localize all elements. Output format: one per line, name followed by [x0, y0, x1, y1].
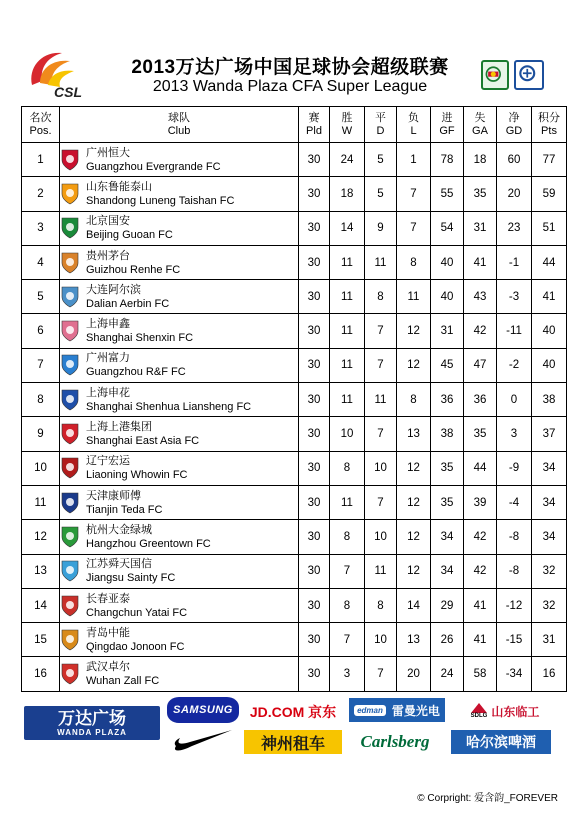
- club-cell: [60, 314, 299, 348]
- position-cell: 10: [22, 451, 60, 485]
- club-name-en: Guizhou Renhe FC: [86, 263, 181, 276]
- ga-cell: 42: [464, 554, 497, 588]
- ga-cell: 41: [464, 623, 497, 657]
- club-name-en: Wuhan Zall FC: [86, 675, 160, 688]
- l-cell: 13: [397, 417, 431, 451]
- l-cell: 20: [397, 657, 431, 691]
- w-cell: 11: [330, 280, 365, 314]
- club-name-cn: 上海申花: [86, 386, 130, 399]
- gd-cell: -3: [497, 280, 532, 314]
- pld-cell: 30: [299, 348, 330, 382]
- pts-cell: 51: [532, 211, 567, 245]
- pts-cell: 38: [532, 383, 567, 417]
- w-cell: 11: [330, 348, 365, 382]
- club-name-en: Dalian Aerbin FC: [86, 297, 170, 310]
- gd-cell: -1: [497, 245, 532, 279]
- club-cell: [60, 554, 299, 588]
- club-cell: [60, 485, 299, 519]
- club-crest-icon: [60, 319, 80, 343]
- pts-cell: 37: [532, 417, 567, 451]
- d-cell: 7: [365, 417, 397, 451]
- d-cell: 11: [365, 245, 397, 279]
- gd-cell: -4: [497, 485, 532, 519]
- cfa-emblem-icon: [481, 60, 509, 90]
- pld-cell: 30: [299, 383, 330, 417]
- pld-cell: 30: [299, 485, 330, 519]
- gd-cell: 0: [497, 383, 532, 417]
- gf-cell: 34: [431, 520, 464, 554]
- sdlg-logo: SDLG 山东临工: [470, 704, 540, 719]
- w-cell: 7: [330, 623, 365, 657]
- gd-cell: -15: [497, 623, 532, 657]
- sdlg-triangle-icon: [471, 703, 487, 713]
- table-header-row: [22, 107, 567, 143]
- club-cell: [60, 143, 299, 177]
- gf-cell: 38: [431, 417, 464, 451]
- position-cell: 3: [22, 211, 60, 245]
- club-name-en: Tianjin Teda FC: [86, 503, 163, 516]
- gd-cell: 3: [497, 417, 532, 451]
- d-cell: 10: [365, 520, 397, 554]
- col-header-d: 平 D: [365, 107, 397, 143]
- edman-logo: edman 雷曼光电: [349, 698, 445, 722]
- club-name-cn: 大连阿尔滨: [86, 283, 141, 296]
- jd-com-logo: JD.COM 京东: [249, 704, 337, 720]
- l-cell: 7: [397, 211, 431, 245]
- position-cell: 11: [22, 485, 60, 519]
- ga-cell: 18: [464, 143, 497, 177]
- club-crest-icon: [60, 182, 80, 206]
- club-name-en: Hangzhou Greentown FC: [86, 537, 211, 550]
- position-cell: 12: [22, 520, 60, 554]
- table-row: [22, 657, 567, 691]
- club-name-cn: 长春亚泰: [86, 592, 130, 605]
- club-name-cn: 江苏舜天国信: [86, 558, 152, 571]
- col-header-club: 球队 Club: [60, 107, 299, 143]
- pld-cell: 30: [299, 623, 330, 657]
- club-crest-icon: [60, 353, 80, 377]
- w-cell: 8: [330, 520, 365, 554]
- table-row: [22, 143, 567, 177]
- table-row: [22, 314, 567, 348]
- club-cell: [60, 348, 299, 382]
- pts-cell: 77: [532, 143, 567, 177]
- table-row: [22, 554, 567, 588]
- club-name-cn: 北京国安: [86, 215, 130, 228]
- table-row: [22, 245, 567, 279]
- gd-cell: -9: [497, 451, 532, 485]
- page-header: [0, 0, 580, 106]
- l-cell: 12: [397, 348, 431, 382]
- l-cell: 13: [397, 623, 431, 657]
- club-name-cn: 杭州大金绿城: [86, 523, 152, 536]
- table-row: [22, 348, 567, 382]
- club-name-cn: 辽宁宏运: [86, 455, 130, 468]
- gd-cell: -12: [497, 588, 532, 622]
- position-cell: 16: [22, 657, 60, 691]
- club-name-en: Shanghai Shenxin FC: [86, 332, 194, 345]
- club-cell: [60, 623, 299, 657]
- gf-cell: 29: [431, 588, 464, 622]
- shenzhou-zuche-logo: 神州租车: [244, 730, 342, 754]
- position-cell: 7: [22, 348, 60, 382]
- l-cell: 1: [397, 143, 431, 177]
- w-cell: 3: [330, 657, 365, 691]
- l-cell: 8: [397, 245, 431, 279]
- gf-cell: 34: [431, 554, 464, 588]
- d-cell: 7: [365, 485, 397, 519]
- csl-text: CSL: [54, 84, 82, 100]
- w-cell: 11: [330, 485, 365, 519]
- d-cell: 11: [365, 554, 397, 588]
- l-cell: 12: [397, 554, 431, 588]
- sponsor-bar: [0, 694, 580, 764]
- pld-cell: 30: [299, 520, 330, 554]
- club-name-en: Qingdao Jonoon FC: [86, 640, 185, 653]
- samsung-logo: SAMSUNG: [167, 697, 239, 723]
- ga-cell: 42: [464, 314, 497, 348]
- position-cell: 2: [22, 177, 60, 211]
- club-name-en: Shanghai Shenhua Liansheng FC: [86, 400, 252, 413]
- pts-cell: 31: [532, 623, 567, 657]
- table-row: [22, 588, 567, 622]
- ga-cell: 44: [464, 451, 497, 485]
- ga-cell: 36: [464, 383, 497, 417]
- club-cell: [60, 520, 299, 554]
- col-header-gd: 净 GD: [497, 107, 532, 143]
- club-cell: [60, 588, 299, 622]
- ga-cell: 42: [464, 520, 497, 554]
- gf-cell: 40: [431, 245, 464, 279]
- club-crest-icon: [60, 251, 80, 275]
- table-row: [22, 485, 567, 519]
- harbin-beer-logo: 哈尔滨啤酒: [451, 730, 551, 754]
- club-crest-icon: [60, 491, 80, 515]
- l-cell: 12: [397, 485, 431, 519]
- table-row: [22, 520, 567, 554]
- d-cell: 5: [365, 177, 397, 211]
- l-cell: 12: [397, 520, 431, 554]
- pts-cell: 40: [532, 314, 567, 348]
- gf-cell: 35: [431, 485, 464, 519]
- club-crest-icon: [60, 388, 80, 412]
- club-crest-icon: [60, 422, 80, 446]
- w-cell: 11: [330, 383, 365, 417]
- l-cell: 7: [397, 177, 431, 211]
- club-name-cn: 青岛中能: [86, 626, 130, 639]
- d-cell: 8: [365, 588, 397, 622]
- pts-cell: 41: [532, 280, 567, 314]
- w-cell: 18: [330, 177, 365, 211]
- ga-cell: 41: [464, 588, 497, 622]
- l-cell: 8: [397, 383, 431, 417]
- league-emblem-icon: [514, 60, 544, 90]
- club-name-cn: 广州富力: [86, 352, 130, 365]
- club-name-cn: 山东鲁能泰山: [86, 180, 152, 193]
- club-cell: [60, 383, 299, 417]
- position-cell: 6: [22, 314, 60, 348]
- club-name-en: Guangzhou R&F FC: [86, 366, 186, 379]
- club-crest-icon: [60, 662, 80, 686]
- d-cell: 10: [365, 451, 397, 485]
- gf-cell: 26: [431, 623, 464, 657]
- pts-cell: 34: [532, 520, 567, 554]
- club-crest-icon: [60, 285, 80, 309]
- table-row: [22, 211, 567, 245]
- club-cell: [60, 177, 299, 211]
- table-row: [22, 417, 567, 451]
- club-name-cn: 广州恒大: [86, 146, 130, 159]
- page-title-en: 2013 Wanda Plaza CFA Super League: [152, 78, 428, 95]
- club-name-en: Shandong Luneng Taishan FC: [86, 194, 235, 207]
- pts-cell: 59: [532, 177, 567, 211]
- pld-cell: 30: [299, 177, 330, 211]
- w-cell: 7: [330, 554, 365, 588]
- pts-cell: 32: [532, 554, 567, 588]
- position-cell: 14: [22, 588, 60, 622]
- pld-cell: 30: [299, 417, 330, 451]
- col-header-pos: 名次 Pos.: [22, 107, 60, 143]
- pld-cell: 30: [299, 143, 330, 177]
- d-cell: 9: [365, 211, 397, 245]
- gd-cell: -8: [497, 554, 532, 588]
- table-row: [22, 383, 567, 417]
- gf-cell: 45: [431, 348, 464, 382]
- standings-table: [21, 106, 567, 692]
- club-name-en: Liaoning Whowin FC: [86, 469, 188, 482]
- gf-cell: 40: [431, 280, 464, 314]
- table-row: [22, 177, 567, 211]
- gd-cell: 60: [497, 143, 532, 177]
- gd-cell: -2: [497, 348, 532, 382]
- pts-cell: 34: [532, 451, 567, 485]
- club-name-en: Beijing Guoan FC: [86, 229, 173, 242]
- gf-cell: 35: [431, 451, 464, 485]
- pts-cell: 32: [532, 588, 567, 622]
- nike-swoosh-logo: [172, 728, 234, 752]
- pts-cell: 16: [532, 657, 567, 691]
- d-cell: 7: [365, 657, 397, 691]
- pts-cell: 34: [532, 485, 567, 519]
- gf-cell: 54: [431, 211, 464, 245]
- w-cell: 24: [330, 143, 365, 177]
- gf-cell: 78: [431, 143, 464, 177]
- table-row: [22, 451, 567, 485]
- w-cell: 11: [330, 245, 365, 279]
- d-cell: 10: [365, 623, 397, 657]
- d-cell: 5: [365, 143, 397, 177]
- ga-cell: 39: [464, 485, 497, 519]
- w-cell: 8: [330, 588, 365, 622]
- col-header-ga: 失 GA: [464, 107, 497, 143]
- club-name-en: Jiangsu Sainty FC: [86, 572, 176, 585]
- club-name-en: Guangzhou Evergrande FC: [86, 160, 221, 173]
- club-name-cn: 贵州茅台: [86, 249, 130, 262]
- col-header-pld: 赛 Pld: [299, 107, 330, 143]
- position-cell: 15: [22, 623, 60, 657]
- ga-cell: 43: [464, 280, 497, 314]
- l-cell: 14: [397, 588, 431, 622]
- l-cell: 12: [397, 451, 431, 485]
- ga-cell: 41: [464, 245, 497, 279]
- gd-cell: 20: [497, 177, 532, 211]
- l-cell: 12: [397, 314, 431, 348]
- pld-cell: 30: [299, 245, 330, 279]
- club-name-cn: 武汉卓尔: [86, 661, 130, 674]
- gf-cell: 24: [431, 657, 464, 691]
- club-cell: [60, 245, 299, 279]
- club-name-en: Changchun Yatai FC: [86, 606, 188, 619]
- club-crest-icon: [60, 216, 80, 240]
- page-title-cn: 2013万达广场中国足球协会超级联赛: [131, 57, 449, 78]
- club-crest-icon: [60, 148, 80, 172]
- ga-cell: 47: [464, 348, 497, 382]
- d-cell: 11: [365, 383, 397, 417]
- position-cell: 8: [22, 383, 60, 417]
- club-crest-icon: [60, 559, 80, 583]
- pts-cell: 44: [532, 245, 567, 279]
- club-cell: [60, 211, 299, 245]
- d-cell: 8: [365, 280, 397, 314]
- table-row: [22, 623, 567, 657]
- position-cell: 4: [22, 245, 60, 279]
- table-row: [22, 280, 567, 314]
- gf-cell: 36: [431, 383, 464, 417]
- club-name-cn: 天津康师傅: [86, 489, 141, 502]
- col-header-gf: 进 GF: [431, 107, 464, 143]
- ga-cell: 35: [464, 177, 497, 211]
- club-cell: [60, 417, 299, 451]
- pld-cell: 30: [299, 657, 330, 691]
- club-crest-icon: [60, 628, 80, 652]
- gf-cell: 31: [431, 314, 464, 348]
- copyright-text: © Corpright: 爱含韵_FOREVER: [417, 793, 558, 804]
- pts-cell: 40: [532, 348, 567, 382]
- pld-cell: 30: [299, 588, 330, 622]
- w-cell: 8: [330, 451, 365, 485]
- w-cell: 11: [330, 314, 365, 348]
- club-crest-icon: [60, 594, 80, 618]
- club-cell: [60, 657, 299, 691]
- gd-cell: -8: [497, 520, 532, 554]
- col-header-w: 胜 W: [330, 107, 365, 143]
- club-cell: [60, 451, 299, 485]
- pld-cell: 30: [299, 314, 330, 348]
- ga-cell: 31: [464, 211, 497, 245]
- col-header-l: 负 L: [397, 107, 431, 143]
- position-cell: 13: [22, 554, 60, 588]
- pld-cell: 30: [299, 451, 330, 485]
- ga-cell: 58: [464, 657, 497, 691]
- d-cell: 7: [365, 348, 397, 382]
- club-crest-icon: [60, 456, 80, 480]
- ga-cell: 35: [464, 417, 497, 451]
- position-cell: 9: [22, 417, 60, 451]
- w-cell: 14: [330, 211, 365, 245]
- l-cell: 11: [397, 280, 431, 314]
- col-header-pts: 积分 Pts: [532, 107, 567, 143]
- club-name-cn: 上海上港集团: [86, 421, 152, 434]
- pld-cell: 30: [299, 280, 330, 314]
- position-cell: 5: [22, 280, 60, 314]
- club-name-en: Shanghai East Asia FC: [86, 435, 200, 448]
- club-cell: [60, 280, 299, 314]
- gf-cell: 55: [431, 177, 464, 211]
- standings-body: [22, 143, 567, 692]
- wanda-plaza-logo: 万达广场 WANDA PLAZA: [24, 706, 160, 740]
- gd-cell: -34: [497, 657, 532, 691]
- position-cell: 1: [22, 143, 60, 177]
- carlsberg-logo: Carlsberg: [360, 732, 430, 751]
- pld-cell: 30: [299, 211, 330, 245]
- gd-cell: -11: [497, 314, 532, 348]
- pld-cell: 30: [299, 554, 330, 588]
- w-cell: 10: [330, 417, 365, 451]
- club-crest-icon: [60, 525, 80, 549]
- d-cell: 7: [365, 314, 397, 348]
- gd-cell: 23: [497, 211, 532, 245]
- club-name-cn: 上海申鑫: [86, 318, 130, 331]
